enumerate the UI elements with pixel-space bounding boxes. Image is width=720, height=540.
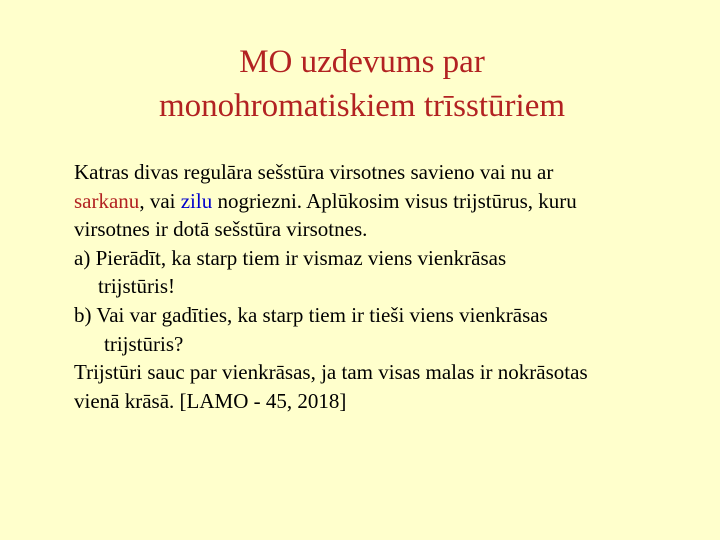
intro-suffix: nogriezni. Aplūkosim visus trijstūrus, kuru [212,188,577,213]
intro-line-2 [74,187,704,216]
blue-word: zilu [180,188,213,213]
title-line-1: MO uzdevums par [239,44,485,80]
red-word: sarkanu [74,188,140,213]
title-line-2: monohromatiskiem trīsstūriem [158,88,566,124]
intro-separator: , vai [139,188,181,213]
intro-line-3: virsotnes ir dotā sešstūra virsotnes. [74,217,368,242]
part-a-line-2: trijstūris! [98,274,175,299]
definition-line-1: Trijstūri sauc par vienkrāsas, ja tam visas malas ir nokrāsotas [74,360,588,385]
definition-line-2: vienā krāsā. [LAMO - 45, 2018] [74,388,347,413]
part-b-line-1: b) Vai var gadīties, ka starp tiem ir tieši viens vienkrāsas [74,302,548,327]
problem-text [74,158,704,415]
part-b-line-2: trijstūris? [104,331,184,356]
slide-title [0,40,720,128]
intro-line-1: Katras divas regulāra sešstūra virsotnes savieno vai nu ar [74,160,554,184]
part-a-line-1: a) Pierādīt, ka starp tiem ir vismaz viens vienkrāsas [74,245,507,270]
